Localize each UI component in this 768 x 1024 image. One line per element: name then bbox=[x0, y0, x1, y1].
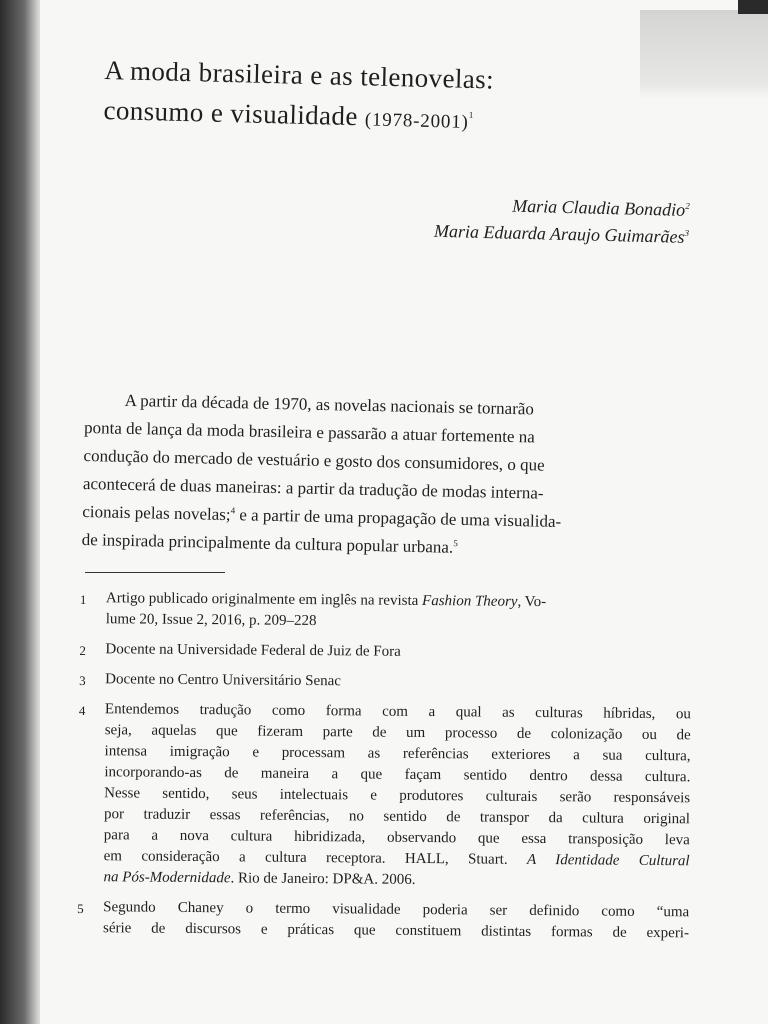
body-line-5b: e a partir de uma propagação de uma visualida- bbox=[234, 505, 562, 532]
footnote-5-number: 5 bbox=[77, 900, 84, 917]
footnote-4-line-8a: em consideração a cultura receptora. HALL, Stuart. bbox=[103, 848, 528, 868]
author-list bbox=[339, 188, 690, 251]
author-2-name: Maria Eduarda Araujo Guimarães bbox=[433, 220, 685, 247]
footnote-4-line-6: por traduzir essas referências, no sentido de transpor da cultura original bbox=[103, 806, 691, 828]
body-line-2: ponta de lança da moda brasileira e passarão a atuar fortemente na bbox=[83, 417, 535, 447]
title-note-ref[interactable]: 1 bbox=[468, 109, 474, 121]
author-1-note-ref[interactable]: 2 bbox=[685, 200, 690, 211]
footnotes bbox=[77, 588, 692, 953]
body-line-4: acontecerá de duas maneiras: a partir da tradução de modas interna- bbox=[82, 473, 544, 503]
footnote-4 bbox=[77, 699, 691, 893]
corner-dark-edge bbox=[738, 0, 768, 14]
footnote-4-line-1: Entendemos tradução como forma com a qual as culturas híbridas, ou bbox=[104, 701, 691, 723]
note-ref-4[interactable]: 4 bbox=[230, 505, 236, 516]
title-years: (1978-2001) bbox=[364, 109, 469, 133]
footnote-5-line-1: Segundo Chaney o termo visualidade poderia ser definido como “uma bbox=[103, 899, 690, 921]
footnote-1-number: 1 bbox=[79, 591, 87, 608]
footnote-5 bbox=[77, 897, 689, 944]
footnote-5-line-2: série de discursos e práticas que constituem distintas formas de experi- bbox=[102, 920, 690, 942]
book-title-part-1: A Identidade Cultural bbox=[526, 851, 690, 870]
footnote-3-number: 3 bbox=[79, 672, 86, 689]
journal-title: Fashion Theory bbox=[422, 592, 518, 610]
title-line-2: consumo e visualidade bbox=[103, 94, 359, 132]
book-spine-shadow bbox=[0, 0, 44, 1024]
footnote-3-text: Docente no Centro Universitário Senac bbox=[105, 671, 342, 690]
footnote-4-number: 4 bbox=[78, 702, 86, 719]
title-line-1: A moda brasileira e as telenovelas: bbox=[104, 54, 495, 95]
footnote-1-text-a: Artigo publicado originalmente em inglês na revista bbox=[105, 590, 423, 609]
footnote-4-line-3: intensa imigração e processam as referências exteriores a sua cultura, bbox=[104, 743, 691, 765]
footnote-4-line-2: seja, aquelas que fizeram parte de um processo de colonização ou de bbox=[104, 722, 691, 744]
footnote-1-text-b: , Vo- bbox=[517, 593, 547, 611]
author-2-note-ref[interactable]: 3 bbox=[684, 227, 690, 238]
footnote-2 bbox=[79, 639, 691, 665]
footnote-1 bbox=[80, 588, 692, 635]
footnote-3 bbox=[79, 669, 691, 695]
footnote-2-number: 2 bbox=[79, 642, 87, 659]
body-paragraph bbox=[81, 386, 687, 567]
body-line-6-text: de inspirada principalmente da cultura popular urbana. bbox=[81, 529, 454, 557]
chapter-title bbox=[103, 50, 685, 148]
body-line-1: A partir da década de 1970, as novelas nacionais se tornarão bbox=[124, 390, 535, 419]
footnote-2-text: Docente na Universidade Federal de Juiz de Fora bbox=[105, 641, 401, 660]
author-1-name: Maria Claudia Bonadio bbox=[511, 195, 686, 220]
footnote-4-line-4: incorporando-as de maneira a que façam sentido dentro dessa cultura. bbox=[104, 764, 691, 786]
body-line-3: condução do mercado de vestuário e gosto dos consumidores, o que bbox=[83, 445, 545, 475]
footnote-4-line-5: Nesse sentido, seus intelectuais e produtores culturais serão responsáveis bbox=[104, 785, 691, 807]
footnote-4-line-9b: . Rio de Janeiro: DP&A. 2006. bbox=[230, 870, 416, 888]
body-line-5a: cionais pelas novelas; bbox=[82, 501, 231, 525]
footnote-1-line-2: lume 20, Issue 2, 2016, p. 209–228 bbox=[105, 611, 317, 630]
footnote-separator bbox=[85, 572, 225, 573]
footnote-4-line-7: para a nova cultura hibridizada, observando que essa transposição leva bbox=[103, 827, 690, 849]
note-ref-5[interactable]: 5 bbox=[453, 538, 458, 549]
book-title-part-2: na Pós-Modernidade bbox=[103, 869, 231, 887]
